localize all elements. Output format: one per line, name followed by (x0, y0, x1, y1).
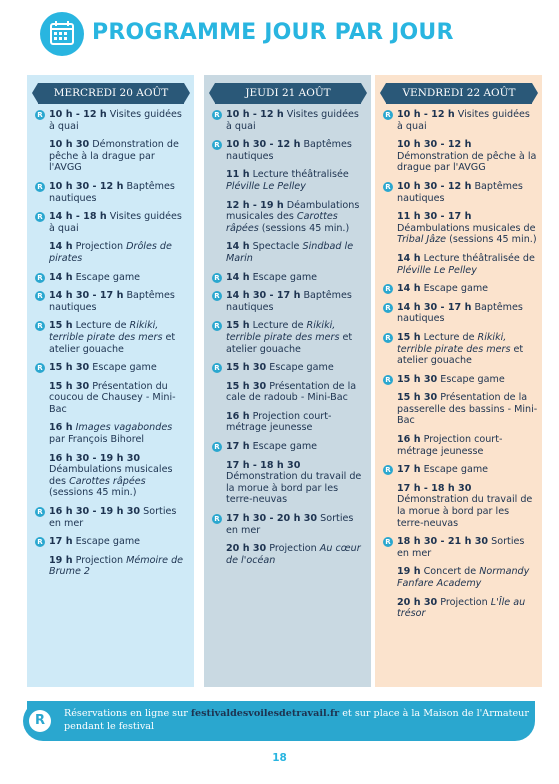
day-header: JEUDI 21 AOÛT (215, 83, 361, 104)
entry-time: 14 h 30 - 17 h (226, 290, 301, 302)
entry-time: 17 h 30 - 20 h 30 (226, 513, 318, 525)
entry-text: Baptêmes nautiques (226, 290, 352, 313)
entry-time: 14 h (397, 283, 421, 295)
entry-time: 17 h (226, 441, 250, 453)
entry-time: 14 h (226, 241, 250, 253)
entry-text: Projection court-métrage jeunesse (226, 410, 332, 434)
entry-time: 10 h 30 - 12 h (226, 139, 301, 151)
entry-text: Projection (440, 596, 488, 608)
entry-text: Présentation de la cale de radoub - Mini-Bac (226, 380, 357, 404)
entry-text: Visites guidées à quai (397, 109, 530, 132)
program-entry (383, 597, 538, 620)
entry-title: Rikiki, terrible pirate des mers (49, 320, 163, 343)
entry-title: Au cœur de l'océan (226, 543, 361, 566)
reservation-r-icon: R (383, 110, 393, 120)
entry-time: 15 h (226, 320, 250, 332)
entry-time: 17 h (397, 464, 421, 476)
entry-text: Escape game (75, 271, 141, 283)
entry-text-after: par François Bihorel (49, 434, 145, 446)
entry-text: Lecture de (252, 320, 304, 332)
entry-time: 17 h - 18 h 30 (226, 459, 301, 471)
entry-text: Lecture théâtralisée de (423, 252, 535, 264)
entry-time: 15 h 30 (226, 362, 267, 374)
entry-text: Projection (75, 241, 124, 253)
entry-text-after: (sessions 45 min.) (261, 222, 350, 234)
program-entry (212, 109, 367, 132)
entry-text-after: et atelier gouache (226, 331, 353, 355)
reservation-r-icon: R (35, 321, 45, 331)
reservation-r-icon: R (212, 442, 222, 452)
entry-time: 10 h 30 - 12 h (397, 139, 472, 151)
entry-time: 14 h 30 - 17 h (49, 290, 124, 302)
entry-time: 17 h (49, 536, 73, 548)
reservation-r-icon: R (212, 514, 222, 524)
program-entry (35, 109, 190, 132)
entry-time: 10 h - 12 h (49, 109, 107, 120)
entry-time: 15 h 30 (397, 373, 438, 385)
entry-text: Visites guidées à quai (49, 109, 182, 132)
entry-text: Démonstration du travail de la morue à bord par les terre-neuvas (226, 471, 362, 506)
entry-text: Baptêmes nautiques (226, 139, 352, 162)
reservation-r-icon: R (35, 291, 45, 301)
program-entry (383, 109, 538, 132)
entry-time: 14 h (226, 271, 250, 283)
day-header: VENDREDI 22 AOÛT (386, 83, 532, 104)
entry-title: Sindbad le Marin (226, 241, 354, 264)
entry-time: 15 h (49, 320, 73, 332)
program-entry (35, 506, 190, 529)
entry-text: Escape game (92, 362, 157, 374)
entry-text: Déambulations musicales des (226, 199, 360, 223)
entry-text: Escape game (75, 536, 141, 548)
entry-time: 14 h 30 - 17 h (397, 301, 472, 313)
reservation-r-icon: R (383, 303, 393, 313)
program-entry (212, 169, 367, 192)
entry-title: Drôles de pirates (49, 241, 172, 264)
entry-text: Escape game (423, 283, 489, 295)
entry-time: 14 h (397, 252, 421, 264)
reservation-r-icon: R (35, 182, 45, 192)
entry-title: L'Île au trésor (397, 596, 526, 620)
program-entry (212, 290, 367, 313)
entry-time: 10 h - 12 h (226, 109, 284, 120)
entry-text: Sorties en mer (49, 506, 177, 529)
entry-text: Escape game (440, 373, 505, 385)
program-entry (383, 181, 538, 204)
program-entry (212, 320, 367, 355)
entry-text-after: (sessions 45 min.) (49, 487, 137, 499)
entry-time: 11 h (226, 169, 250, 181)
entry-text: Démonstration du travail de la morue à bord par les terre-neuvas (397, 494, 533, 529)
reservation-prefix: Réservations en ligne sur (64, 708, 188, 719)
entry-text: Déambulations musicales de (397, 222, 536, 234)
entry-text: Lecture de (423, 331, 475, 343)
program-entry (383, 283, 538, 295)
reservation-r-icon: R (383, 375, 393, 385)
program-entry (212, 513, 367, 536)
reservation-r-icon: R (35, 363, 45, 373)
entry-time: 10 h 30 (49, 139, 90, 151)
program-entry (35, 536, 190, 548)
entry-text: Visites guidées à quai (49, 211, 182, 234)
reservation-r-icon: R (35, 273, 45, 283)
entry-text: Baptêmes nautiques (49, 290, 175, 313)
reservation-r-icon: R (212, 291, 222, 301)
entry-time: 10 h - 12 h (397, 109, 455, 120)
entry-text: Escape game (423, 464, 489, 476)
entry-text: Baptêmes nautiques (397, 301, 523, 325)
program-entry (212, 381, 367, 404)
program-entry (383, 483, 538, 529)
page-number: 18 (272, 752, 287, 764)
entry-title: Pléville Le Pelley (226, 180, 306, 192)
entry-title: Tribal Jâze (397, 234, 447, 246)
reservation-r-icon: R (212, 273, 222, 283)
entry-text: Lecture de (75, 320, 127, 332)
program-entry (212, 411, 367, 434)
entry-text: Baptêmes nautiques (49, 180, 175, 204)
entry-time: 17 h - 18 h 30 (397, 482, 472, 494)
entry-text: Escape game (252, 271, 318, 283)
program-entry (35, 381, 190, 416)
program-entry (383, 566, 538, 589)
day-header: MERCREDI 20 AOÛT (38, 83, 184, 104)
entry-time: 10 h 30 - 12 h (397, 180, 472, 192)
entry-text: Lecture théâtralisée (252, 169, 349, 181)
program-entry (212, 200, 367, 235)
reservation-r-icon: R (35, 537, 45, 547)
entry-title: Pléville Le Pelley (397, 264, 477, 276)
entry-time: 14 h (49, 271, 73, 283)
entry-text: Déambulations musicales des (49, 464, 173, 487)
program-entry (35, 181, 190, 204)
program-entry (212, 460, 367, 506)
day-column-wednesday (27, 75, 194, 687)
entry-title: Rikiki, terrible pirate des mers (226, 320, 340, 343)
program-entry (35, 139, 190, 174)
reservation-r-icon: R (383, 333, 393, 343)
reservation-r-icon: R (383, 465, 393, 475)
entry-text: Sorties en mer (397, 536, 525, 559)
entry-time: 15 h 30 (226, 380, 267, 392)
entry-time: 15 h 30 (49, 362, 90, 374)
reservation-r-icon: R (383, 182, 393, 192)
entry-text: Démonstration de pêche à la drague par l'AVGG (49, 139, 179, 174)
program-entry (212, 441, 367, 453)
program-entry (35, 320, 190, 355)
program-entry (35, 290, 190, 313)
program-entry (35, 362, 190, 374)
reservation-r-icon: R (212, 110, 222, 120)
program-entry (35, 241, 190, 264)
entry-title: Normandy Fanfare Academy (397, 566, 530, 589)
entry-time: 19 h (397, 566, 421, 578)
reservation-r-icon: R (35, 507, 45, 517)
program-entry (35, 453, 190, 499)
entry-title: Images vagabondes (75, 422, 173, 434)
entry-text-after: (sessions 45 min.) (449, 234, 537, 246)
entry-text: Sorties en mer (226, 513, 354, 536)
program-entry (212, 543, 367, 566)
entry-time: 12 h - 19 h (226, 199, 284, 211)
program-entry (383, 464, 538, 476)
entries-list (212, 109, 367, 573)
entry-time: 14 h - 18 h (49, 211, 107, 223)
entry-time: 15 h (397, 331, 421, 343)
reservation-r-icon: R (35, 212, 45, 222)
entry-time: 16 h 30 - 19 h 30 (49, 452, 141, 464)
reservation-suffix: et sur place à la Maison de l'Armateur pendant le festival (64, 708, 529, 732)
entry-title: Carottes râpées (226, 211, 338, 234)
entries-list (35, 109, 190, 585)
program-entry (383, 139, 538, 174)
reservation-link[interactable]: festivaldesvoilesdetravail.fr (190, 708, 340, 719)
entry-title: Carottes râpées (69, 475, 146, 487)
entry-text: Concert de (423, 566, 477, 578)
reservation-r-icon: R (212, 321, 222, 331)
entry-time: 18 h 30 - 21 h 30 (397, 536, 489, 548)
program-entry (212, 272, 367, 284)
entry-time: 16 h (397, 434, 421, 446)
entry-time: 19 h (49, 554, 73, 566)
entry-text: Projection (269, 543, 317, 555)
entry-time: 11 h 30 - 17 h (397, 211, 472, 223)
reservation-r-icon: R (212, 140, 222, 150)
entry-text: Projection (75, 554, 124, 566)
entry-time: 14 h (49, 241, 73, 253)
entry-text-after: et atelier gouache (397, 343, 524, 367)
entry-title: Mémoire de Brume 2 (49, 554, 184, 578)
entry-time: 10 h 30 - 12 h (49, 180, 124, 192)
program-entry (212, 362, 367, 374)
entry-text-after: et atelier gouache (49, 331, 176, 355)
entry-time: 16 h (226, 410, 250, 422)
reservation-r-icon: R (212, 363, 222, 373)
program-entry (383, 374, 538, 386)
entry-text: Escape game (269, 362, 334, 374)
reservation-text (64, 707, 529, 733)
program-entry (383, 332, 538, 367)
program-entry (212, 139, 367, 162)
entry-time: 20 h 30 (226, 543, 267, 555)
program-entry (383, 211, 538, 246)
entry-time: 15 h 30 (397, 392, 438, 404)
program-entry (383, 434, 538, 457)
program-entry (383, 536, 538, 559)
entry-title: Rikiki, terrible pirate des mers (397, 331, 511, 355)
program-entry (35, 272, 190, 284)
entry-text: Projection court-métrage jeunesse (397, 434, 503, 457)
reservation-banner (27, 701, 535, 741)
program-entry (35, 555, 190, 578)
entry-text: Visites guidées à quai (226, 109, 359, 132)
entry-text: Baptêmes nautiques (397, 180, 523, 204)
reservation-r-icon: R (29, 710, 51, 732)
program-entry (212, 241, 367, 264)
program-entry (35, 422, 190, 445)
program-entry (383, 253, 538, 276)
program-entry (383, 302, 538, 325)
entry-time: 16 h 30 - 19 h 30 (49, 506, 141, 518)
day-column-thursday (204, 75, 371, 687)
entry-text: Présentation du coucou de Chausey - Mini-Bac (49, 380, 176, 415)
entry-time: 16 h (49, 422, 73, 434)
program-entry (383, 392, 538, 427)
entry-text: Spectacle (252, 241, 300, 253)
reservation-r-icon: R (35, 110, 45, 120)
entry-text: Présentation de la passerelle des bassins - Mini-Bac (397, 392, 538, 427)
day-column-friday (375, 75, 542, 687)
reservation-r-icon: R (383, 284, 393, 294)
entry-text: Démonstration de pêche à la drague par l'AVGG (397, 150, 537, 174)
entry-time: 15 h 30 (49, 380, 90, 392)
page-title: PROGRAMME JOUR PAR JOUR (92, 20, 454, 45)
entry-text: Escape game (252, 441, 318, 453)
program-entry (35, 211, 190, 234)
calendar-icon (40, 12, 84, 56)
reservation-r-icon: R (383, 537, 393, 547)
entries-list (383, 109, 538, 627)
entry-time: 20 h 30 (397, 596, 438, 608)
